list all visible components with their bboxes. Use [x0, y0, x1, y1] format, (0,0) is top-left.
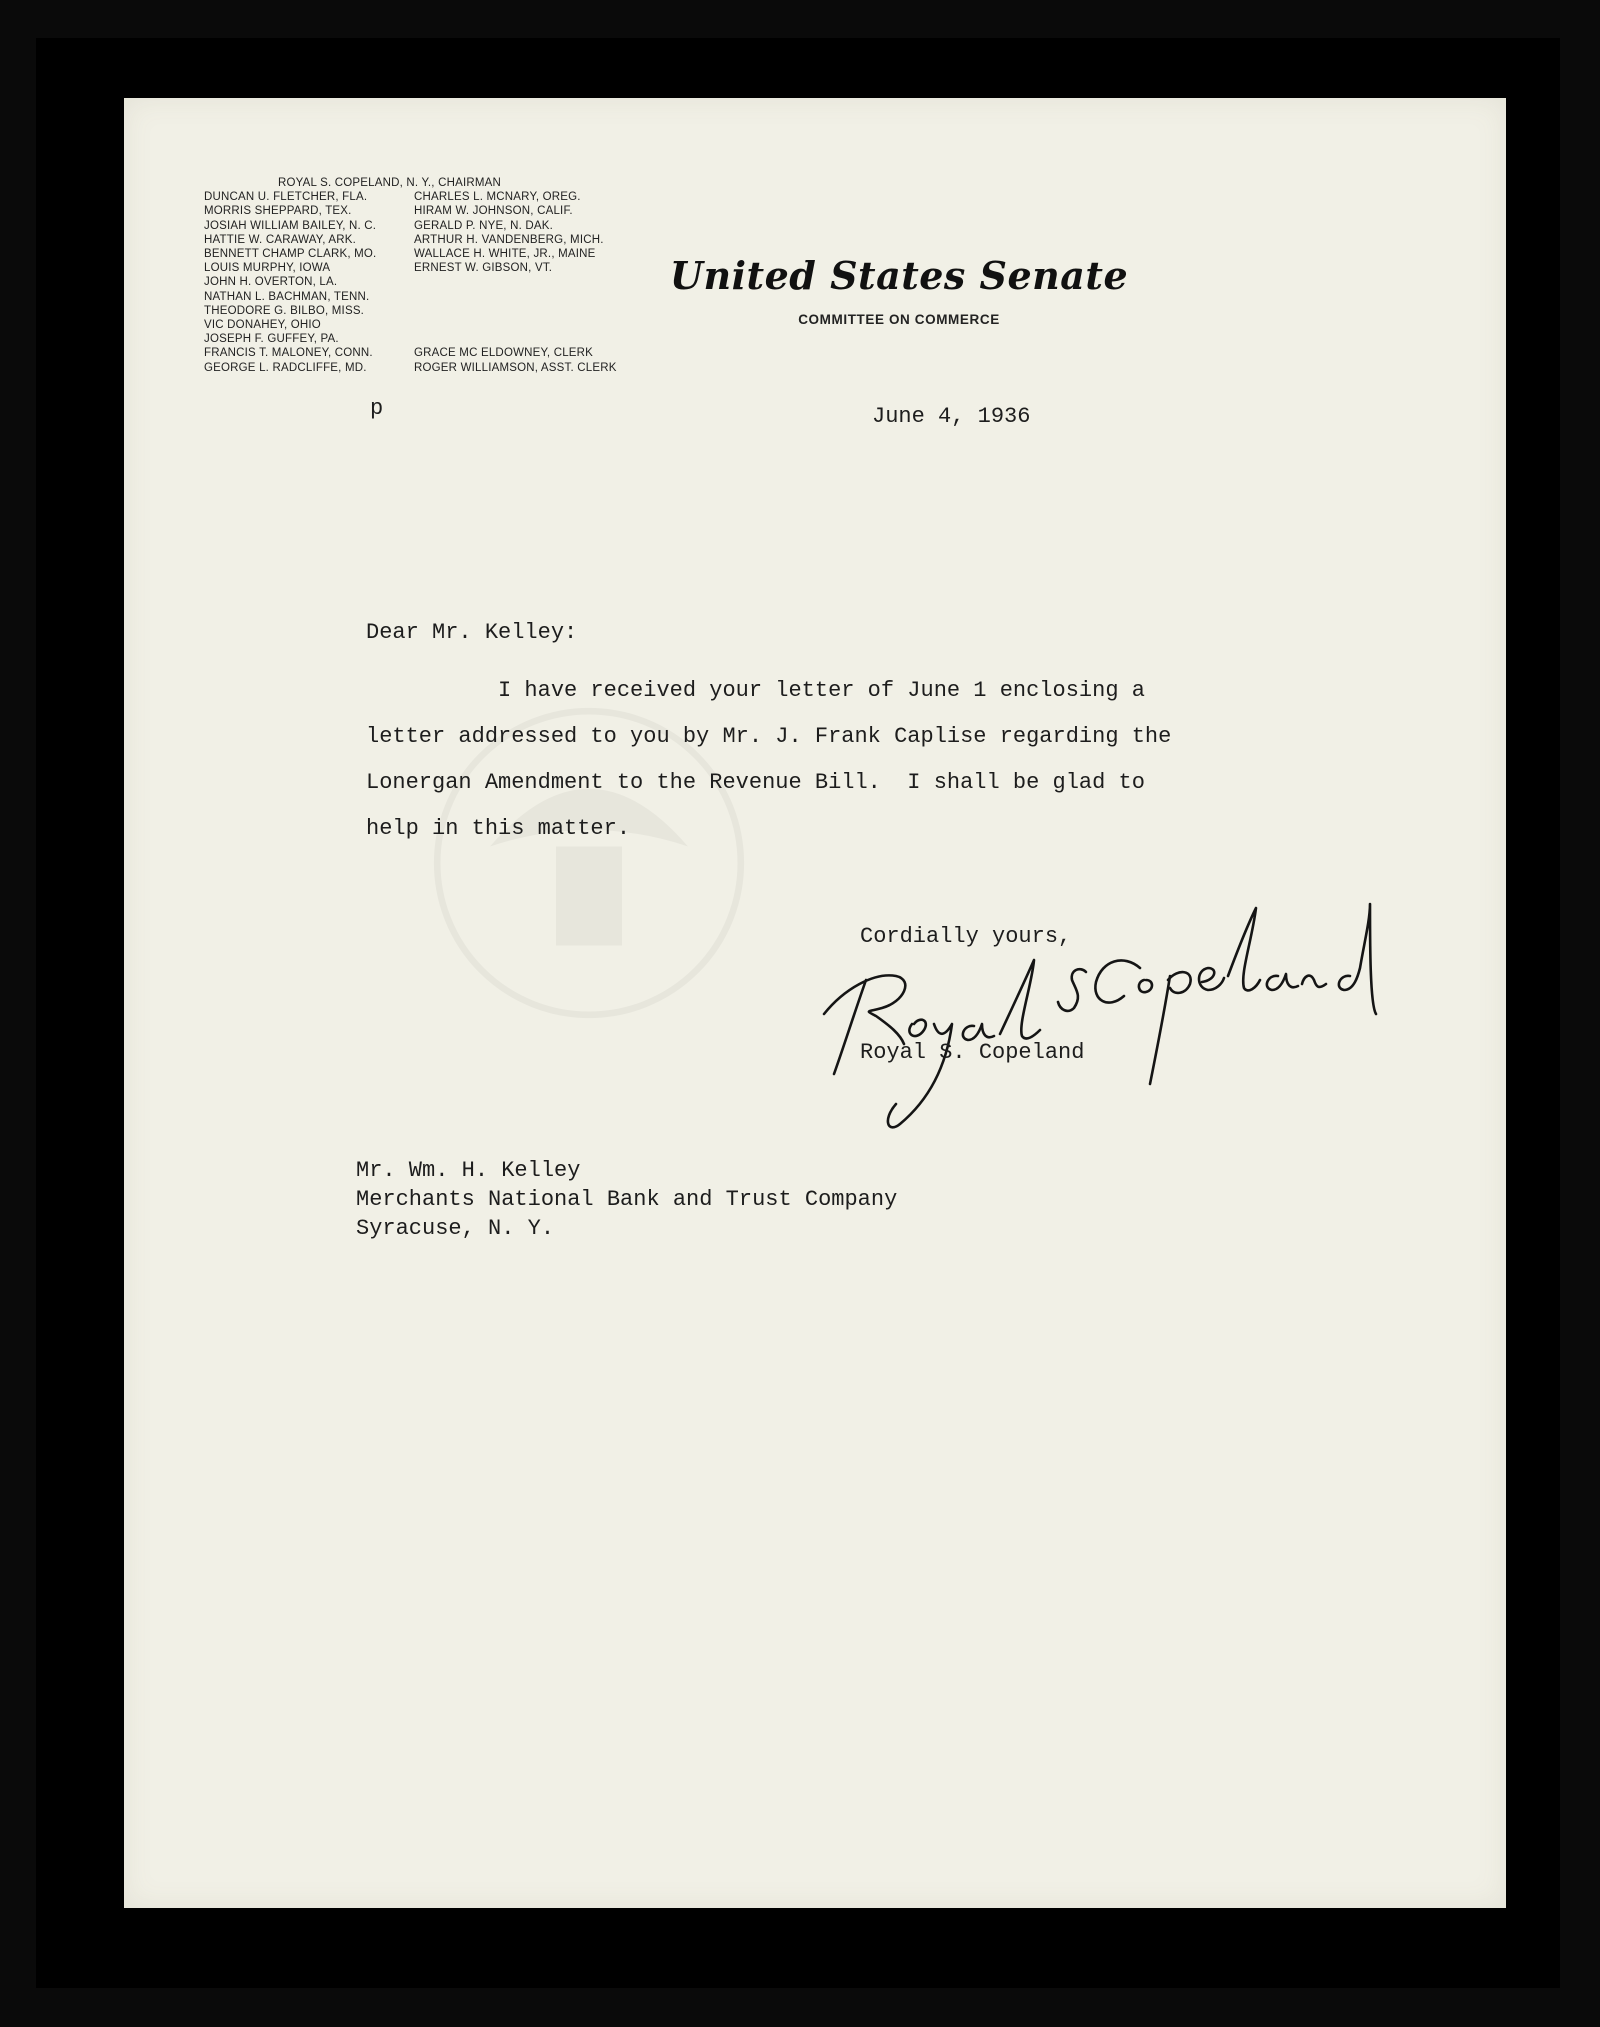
closing: Cordially yours,: [860, 924, 1072, 949]
handwritten-signature: [804, 884, 1444, 1134]
typist-initial: p: [370, 396, 384, 421]
salutation: Dear Mr. Kelley:: [366, 620, 578, 645]
address-line: Syracuse, N. Y.: [356, 1216, 555, 1241]
address-line: Merchants National Bank and Trust Company: [356, 1187, 898, 1212]
member-name: JOHN H. OVERTON, LA.: [204, 276, 338, 289]
member-name: WALLACE H. WHITE, JR., MAINE: [414, 248, 596, 261]
clerks-column: [414, 346, 654, 374]
member-name: JOSEPH F. GUFFEY, PA.: [204, 333, 339, 346]
body-line: help in this matter.: [366, 816, 631, 841]
clerk-name: ROGER WILLIAMSON, ASST. CLERK: [414, 361, 617, 374]
letter-page: [124, 98, 1506, 1908]
member-name: CHARLES L. MCNARY, OREG.: [414, 191, 581, 204]
member-name: NATHAN L. BACHMAN, TENN.: [204, 290, 370, 303]
member-name: VIC DONAHEY, OHIO: [204, 319, 321, 332]
member-name: DUNCAN U. FLETCHER, FLA.: [204, 191, 368, 204]
letter-date: June 4, 1936: [872, 404, 1031, 429]
chairman-line: ROYAL S. COPELAND, N. Y., CHAIRMAN: [278, 177, 502, 189]
recipient-address: [356, 1156, 897, 1243]
body-line: I have received your letter of June 1 enclosing a: [366, 678, 1145, 703]
member-name: ARTHUR H. VANDENBERG, MICH.: [414, 233, 604, 246]
body-line: Lonergan Amendment to the Revenue Bill. I shall be glad to: [366, 770, 1145, 795]
address-line: Mr. Wm. H. Kelley: [356, 1158, 581, 1183]
members-left-continued: [204, 346, 414, 374]
member-name: BENNETT CHAMP CLARK, MO.: [204, 248, 377, 261]
member-name: MORRIS SHEPPARD, TEX.: [204, 205, 352, 218]
senate-title: United States Senate: [669, 253, 1129, 298]
member-name: ERNEST W. GIBSON, VT.: [414, 262, 553, 275]
members-right-column: [414, 190, 654, 346]
member-name: GEORGE L. RADCLIFFE, MD.: [204, 361, 367, 374]
committee-subtitle: COMMITTEE ON COMMERCE: [798, 312, 1000, 327]
members-left-column: [204, 190, 414, 346]
member-name: HIRAM W. JOHNSON, CALIF.: [414, 205, 573, 218]
member-name: JOSIAH WILLIAM BAILEY, N. C.: [204, 219, 377, 232]
body-line: letter addressed to you by Mr. J. Frank Caplise regarding the: [366, 724, 1172, 749]
clerk-name: GRACE MC ELDOWNEY, CLERK: [414, 347, 594, 360]
masthead: [664, 253, 1134, 327]
committee-members-list: [204, 176, 674, 375]
signer-name: Royal S. Copeland: [860, 1040, 1085, 1065]
letter-body: [366, 668, 1306, 852]
member-name: GERALD P. NYE, N. DAK.: [414, 219, 554, 232]
member-name: HATTIE W. CARAWAY, ARK.: [204, 233, 356, 246]
member-name: LOUIS MURPHY, IOWA: [204, 262, 331, 275]
member-name: FRANCIS T. MALONEY, CONN.: [204, 347, 373, 360]
member-name: THEODORE G. BILBO, MISS.: [204, 304, 365, 317]
